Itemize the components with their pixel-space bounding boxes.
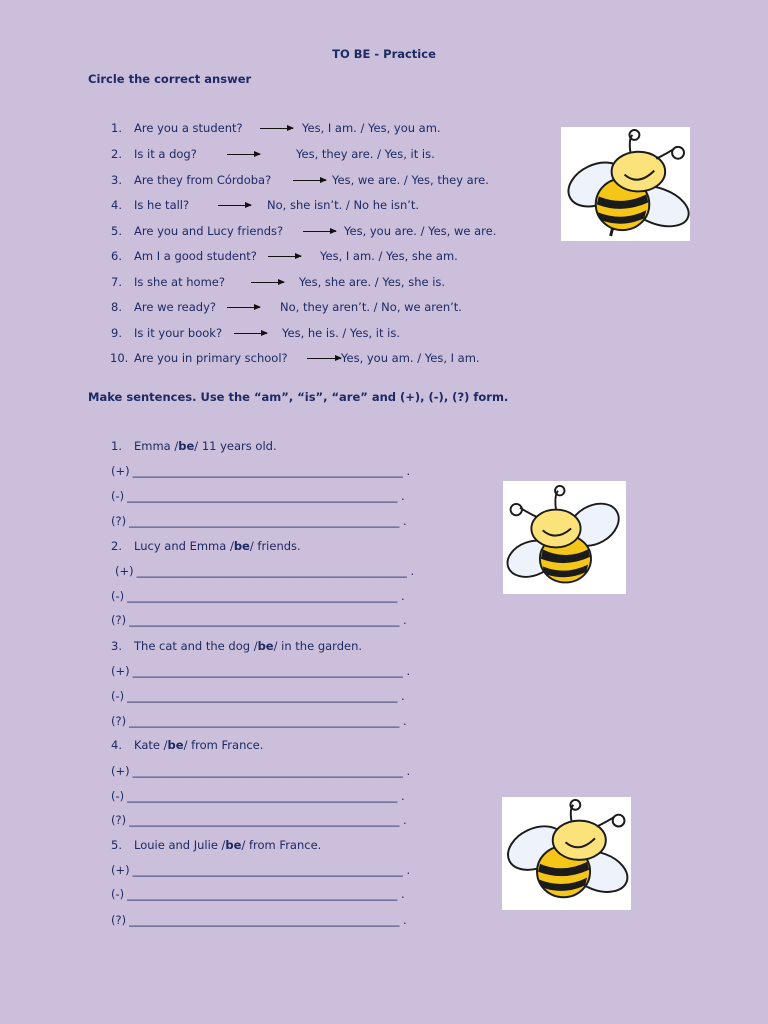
blank-line[interactable]: _______________________________________________ . <box>127 589 405 603</box>
answer-line[interactable] <box>111 714 407 728</box>
prompt-subject: Emma / <box>134 439 179 453</box>
question-text: Are you and Lucy friends? <box>134 224 284 238</box>
question-text: Is she at home? <box>134 275 225 289</box>
prompt-subject: Kate / <box>134 738 168 752</box>
prompt-number: 4. <box>111 738 122 752</box>
question-text: Is it your book? <box>134 326 223 340</box>
blank-line[interactable]: _______________________________________________ . <box>129 913 407 927</box>
blank-line[interactable]: _______________________________________________ . <box>136 564 415 578</box>
prompt-number: 2. <box>111 539 122 553</box>
question-number: 9. <box>111 326 122 340</box>
answer-line[interactable] <box>111 887 405 901</box>
bee-image <box>561 127 690 241</box>
question-number: 8. <box>111 300 122 314</box>
answer-options[interactable]: Yes, you am. / Yes, I am. <box>341 351 480 365</box>
answer-options[interactable]: Yes, you are. / Yes, we are. <box>344 224 497 238</box>
form-marker: (?) <box>111 913 127 927</box>
arrow-icon <box>227 307 260 308</box>
arrow-icon <box>218 205 251 206</box>
prompt-number: 1. <box>111 439 122 453</box>
prompt-verb: be <box>257 639 274 653</box>
answer-options[interactable]: Yes, they are. / Yes, it is. <box>296 147 435 161</box>
question-text: Are you a student? <box>134 121 243 135</box>
question-number: 4. <box>111 198 122 212</box>
blank-line[interactable]: _______________________________________________ . <box>129 613 407 627</box>
question-number: 1. <box>111 121 122 135</box>
prompt-subject: The cat and the dog / <box>134 639 258 653</box>
arrow-icon <box>251 282 284 283</box>
answer-line[interactable] <box>111 813 407 827</box>
blank-line[interactable]: _______________________________________________ . <box>127 789 405 803</box>
form-marker: (?) <box>111 613 127 627</box>
question-number: 10. <box>110 351 129 365</box>
section2-heading: Make sentences. Use the “am”, “is”, “are” and (+), (-), (?) form. <box>88 390 509 404</box>
answer-line[interactable] <box>111 464 410 478</box>
prompt-complement: / in the garden. <box>273 639 363 653</box>
answer-options[interactable]: Yes, she are. / Yes, she is. <box>299 275 446 289</box>
question-text: Am I a good student? <box>134 249 257 263</box>
question-number: 6. <box>111 249 122 263</box>
blank-line[interactable]: _______________________________________________ . <box>129 514 407 528</box>
question-text: Are they from Córdoba? <box>134 173 272 187</box>
answer-line[interactable] <box>111 863 410 877</box>
answer-line[interactable] <box>115 564 414 578</box>
blank-line[interactable]: _______________________________________________ . <box>127 887 405 901</box>
arrow-icon <box>268 256 301 257</box>
form-marker: (-) <box>111 689 125 703</box>
sentence-prompt <box>111 738 263 752</box>
answer-line[interactable] <box>111 589 405 603</box>
answer-line[interactable] <box>111 789 405 803</box>
prompt-verb: be <box>178 439 195 453</box>
question-number: 7. <box>111 275 122 289</box>
sentence-prompt <box>111 439 277 453</box>
answer-options[interactable]: Yes, I am. / Yes, you am. <box>302 121 441 135</box>
blank-line[interactable]: _______________________________________________ . <box>132 764 411 778</box>
prompt-complement: / friends. <box>249 539 301 553</box>
blank-line[interactable]: _______________________________________________ . <box>127 689 405 703</box>
bee-icon <box>502 797 631 910</box>
prompt-subject: Louie and Julie / <box>134 838 226 852</box>
answer-line[interactable] <box>111 664 410 678</box>
answer-line[interactable] <box>111 514 407 528</box>
page-title: TO BE - Practice <box>332 47 436 61</box>
prompt-complement: / from France. <box>183 738 264 752</box>
section1-heading: Circle the correct answer <box>88 72 252 86</box>
answer-line[interactable] <box>111 689 405 703</box>
answer-options[interactable]: No, she isn’t. / No he isn’t. <box>267 198 420 212</box>
blank-line[interactable]: _______________________________________________ . <box>132 863 411 877</box>
answer-options[interactable]: Yes, I am. / Yes, she am. <box>320 249 458 263</box>
prompt-verb: be <box>233 539 250 553</box>
form-marker: (+) <box>111 664 130 678</box>
answer-options[interactable]: Yes, he is. / Yes, it is. <box>282 326 400 340</box>
arrow-icon <box>227 154 260 155</box>
blank-line[interactable]: _______________________________________________ . <box>132 664 411 678</box>
question-text: Is he tall? <box>134 198 190 212</box>
bee-icon <box>503 481 626 594</box>
form-marker: (?) <box>111 514 127 528</box>
prompt-complement: / 11 years old. <box>194 439 277 453</box>
bee-image <box>503 481 626 594</box>
question-text: Are you in primary school? <box>134 351 288 365</box>
form-marker: (+) <box>111 464 130 478</box>
prompt-verb: be <box>225 838 242 852</box>
sentence-prompt <box>111 539 301 553</box>
form-marker: (-) <box>111 589 125 603</box>
question-text: Are we ready? <box>134 300 217 314</box>
blank-line[interactable]: _______________________________________________ . <box>127 489 405 503</box>
form-marker: (+) <box>111 863 130 877</box>
arrow-icon <box>234 333 267 334</box>
form-marker: (+) <box>115 564 134 578</box>
question-number: 2. <box>111 147 122 161</box>
prompt-complement: / from France. <box>241 838 322 852</box>
arrow-icon <box>307 358 341 359</box>
answer-options[interactable]: No, they aren’t. / No, we aren’t. <box>280 300 462 314</box>
arrow-icon <box>293 180 326 181</box>
prompt-number: 5. <box>111 838 122 852</box>
form-marker: (-) <box>111 489 125 503</box>
bee-image <box>502 797 631 910</box>
answer-options[interactable]: Yes, we are. / Yes, they are. <box>332 173 489 187</box>
question-text: Is it a dog? <box>134 147 197 161</box>
form-marker: (?) <box>111 813 127 827</box>
form-marker: (-) <box>111 789 125 803</box>
form-marker: (+) <box>111 764 130 778</box>
answer-line[interactable] <box>111 764 410 778</box>
sentence-prompt <box>111 838 321 852</box>
sentence-prompt <box>111 639 362 653</box>
form-marker: (?) <box>111 714 127 728</box>
answer-line[interactable] <box>111 489 405 503</box>
form-marker: (-) <box>111 887 125 901</box>
blank-line[interactable]: _______________________________________________ . <box>132 464 411 478</box>
blank-line[interactable]: _______________________________________________ . <box>129 714 407 728</box>
prompt-subject: Lucy and Emma / <box>134 539 234 553</box>
question-number: 5. <box>111 224 122 238</box>
arrow-icon <box>260 128 293 129</box>
arrow-icon <box>303 231 336 232</box>
question-number: 3. <box>111 173 122 187</box>
bee-icon <box>561 127 690 241</box>
answer-line[interactable] <box>111 613 407 627</box>
answer-line[interactable] <box>111 913 407 927</box>
blank-line[interactable]: _______________________________________________ . <box>129 813 407 827</box>
prompt-number: 3. <box>111 639 122 653</box>
prompt-verb: be <box>167 738 184 752</box>
